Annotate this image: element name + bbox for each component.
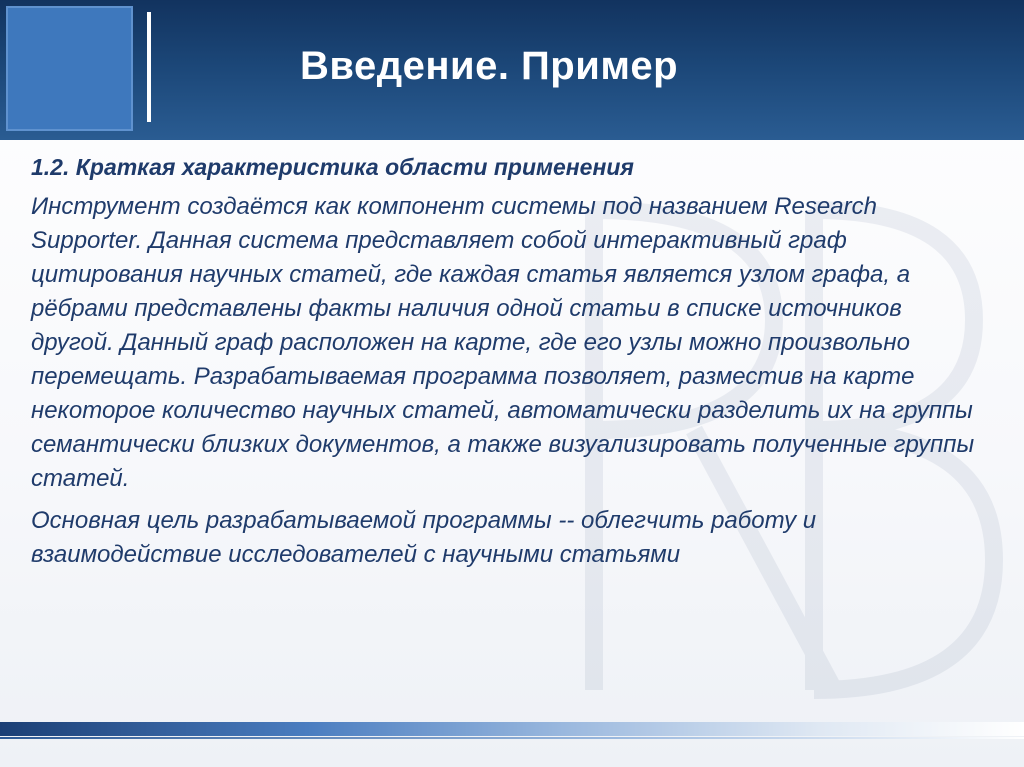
- slide-body: [31, 150, 991, 580]
- footer-gradient-bar: [0, 722, 1024, 736]
- slide-title: Введение. Пример: [300, 44, 679, 88]
- section-subheading: 1.2. Краткая характеристика области применения: [31, 154, 634, 180]
- footer-thin-line: [0, 737, 1024, 739]
- header-divider: [147, 12, 151, 122]
- slide-header: [0, 0, 1024, 140]
- body-paragraph-goal: Основная цель разрабатываемой программы -- облегчить работу и взаимодействие исследователей с научными статьями: [31, 507, 817, 568]
- header-accent-square: [6, 6, 133, 131]
- body-paragraph-description: Инструмент создаётся как компонент системы под названием Research Supporter. Данная система представляет собой интерактивный граф цитирования научных статей, где каждая статья является узлом графа, а рёбрами представлены факты наличия одной статьи в списке источников другой. Данный граф расположен на карте, где его узлы можно произвольно перемещать. Разрабатываемая программа позволяет, разместив на карте некоторое количество научных статей, автоматически разделить их на группы семантически близких документов, а также визуализировать полученные группы статей.: [31, 193, 975, 492]
